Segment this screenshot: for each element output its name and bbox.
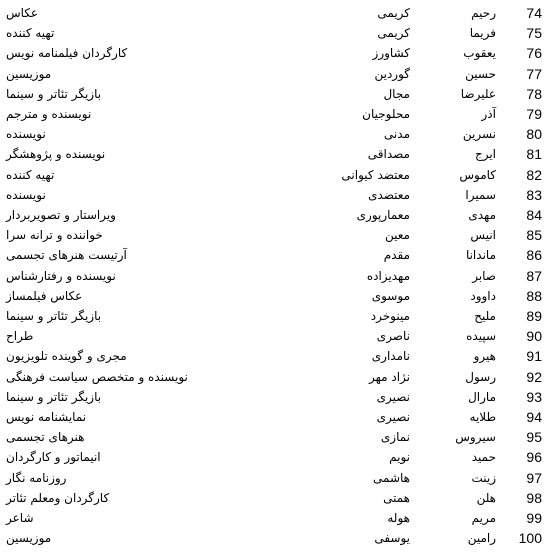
list-row [0, 345, 550, 367]
profession: شاعر [6, 511, 34, 525]
list-row [0, 123, 550, 145]
row-number: 74 [526, 5, 542, 21]
first-name: سیروس [455, 430, 496, 445]
last-name: نژاد مهر [368, 369, 410, 384]
last-name: محلوجیان [362, 107, 410, 121]
row-number: 97 [526, 469, 542, 486]
list-row [0, 426, 550, 448]
last-name: مقدم [383, 248, 410, 263]
profession: نویسنده و پژوهشگر [6, 147, 106, 162]
profession: هنرهای تجسمی [6, 430, 85, 445]
first-name: ایرج [474, 147, 496, 162]
last-name: هوله [387, 511, 410, 525]
profession: نویسنده و متخصص سیاست فرهنگی [6, 369, 188, 384]
last-name: ناصری [376, 329, 410, 344]
last-name: مصداقی [367, 147, 410, 162]
row-number: 94 [526, 409, 542, 425]
first-name: سپیده [466, 329, 496, 344]
last-name: کشاورز [372, 46, 410, 61]
profession: بازیگر تئاتر و سینما [6, 309, 102, 323]
last-name: موسوی [371, 288, 410, 303]
last-name: معتضد کیوانی [341, 167, 410, 182]
list-row [0, 63, 550, 85]
first-name: زینت [471, 470, 496, 485]
last-name: نویم [389, 450, 410, 465]
last-name: مجال [383, 86, 410, 101]
list-row [0, 487, 550, 509]
first-name: هیرو [473, 349, 496, 364]
list-row [0, 22, 550, 44]
first-name: انیس [470, 228, 496, 243]
last-name: مدنی [383, 127, 410, 142]
first-name: حمید [471, 450, 496, 465]
profession: بازیگر تئاتر و سینما [6, 86, 102, 101]
first-name: یعقوب [463, 46, 496, 61]
first-name: فریما [469, 26, 496, 41]
row-number: 85 [526, 227, 542, 244]
profession: نویسنده و رفتارشناس [6, 268, 116, 283]
row-number: 83 [526, 186, 542, 203]
first-name: آذر [481, 107, 496, 121]
list-row [0, 2, 550, 24]
last-name: نصیری [376, 389, 410, 404]
first-name: سمیرا [465, 187, 496, 202]
list-row [0, 224, 550, 246]
row-number: 79 [526, 106, 542, 122]
list-row [0, 305, 550, 327]
list-row [0, 184, 550, 206]
first-name: صابر [472, 268, 496, 283]
first-name: رسول [465, 369, 496, 384]
first-name: علیرضا [460, 86, 496, 101]
last-name: معتضدی [368, 187, 410, 202]
first-name: مهدی [468, 208, 496, 222]
row-number: 99 [526, 510, 542, 526]
first-name: ملیح [474, 309, 496, 323]
list-row [0, 42, 550, 64]
list-row [0, 446, 550, 468]
last-name: کریمی [377, 26, 410, 41]
profession: تهیه کننده [6, 26, 55, 41]
profession: موزیسین [6, 66, 52, 81]
first-name: رامین [467, 531, 496, 546]
list-row [0, 83, 550, 105]
list-row [0, 285, 550, 307]
profession: عکاس [6, 6, 39, 20]
last-name: هاشمی [373, 470, 410, 485]
first-name: مریم [471, 511, 496, 525]
list-row [0, 467, 550, 489]
profession: خواننده و ترانه سرا [6, 228, 103, 243]
last-name: گوردین [374, 66, 410, 81]
profession: نویسنده [6, 187, 46, 202]
row-number: 92 [526, 368, 542, 385]
last-name: نصیری [376, 410, 410, 424]
row-number: 88 [526, 287, 542, 304]
list-row [0, 204, 550, 226]
first-name: رحیم [471, 6, 496, 20]
list-row [0, 244, 550, 266]
profession: عکاس فیلمساز [6, 288, 83, 303]
first-name: طلایه [469, 410, 496, 424]
row-number: 86 [526, 247, 542, 264]
list-row [0, 507, 550, 529]
last-name: معمارپوری [356, 208, 410, 222]
last-name: مینوخرد [370, 309, 410, 323]
profession: مجری و گوینده تلویزیون [6, 349, 127, 364]
row-number: 78 [526, 85, 542, 102]
row-number: 100 [518, 530, 542, 547]
profession: بازیگر تئاتر و سینما [6, 389, 102, 404]
row-number: 87 [526, 267, 542, 284]
first-name: هلن [476, 490, 496, 505]
profession: طراح [6, 329, 34, 344]
row-number: 91 [526, 348, 542, 365]
row-number: 89 [526, 308, 542, 324]
row-number: 75 [526, 25, 542, 42]
row-number: 93 [526, 388, 542, 405]
row-number: 90 [526, 328, 542, 345]
row-number: 84 [526, 207, 542, 223]
first-name: ماندانا [465, 248, 496, 263]
profession: انیماتور و کارگردان [6, 450, 101, 465]
profession: روزنامه نگار [6, 470, 67, 485]
profession: تهیه کننده [6, 167, 55, 182]
profession: نویسنده [6, 127, 46, 142]
last-name: نمازی [380, 430, 410, 445]
first-name: داوود [470, 288, 496, 303]
profession: موزیسین [6, 531, 52, 546]
first-name: حسین [465, 66, 496, 81]
list-row [0, 406, 550, 428]
row-number: 96 [526, 449, 542, 466]
last-name: نامداری [371, 349, 410, 364]
list-row [0, 103, 550, 125]
profession: نمایشنامه نویس [6, 410, 87, 424]
first-name: کاموس [459, 167, 496, 182]
last-name: یوسفی [374, 531, 410, 546]
row-number: 95 [526, 429, 542, 446]
last-name: معین [385, 228, 410, 243]
first-name: نسرین [462, 127, 496, 142]
profession: نویسنده و مترجم [6, 107, 92, 121]
last-name: همتی [383, 490, 410, 505]
last-name: کریمی [377, 6, 410, 20]
row-number: 81 [526, 146, 542, 163]
list-row [0, 164, 550, 186]
list-row [0, 527, 550, 549]
profession: ویراستار و تصویربردار [6, 208, 116, 222]
profession: آرتیست هنرهای تجسمی [6, 248, 127, 263]
row-number: 76 [526, 45, 542, 62]
list-row [0, 325, 550, 347]
list-row [0, 143, 550, 165]
row-number: 82 [526, 166, 542, 183]
list-row [0, 366, 550, 388]
list-row [0, 265, 550, 287]
profession: کارگردان ومعلم تئاتر [6, 490, 110, 505]
row-number: 98 [526, 489, 542, 506]
last-name: مهدیزاده [366, 268, 410, 283]
list-row [0, 386, 550, 408]
row-number: 77 [526, 65, 542, 82]
first-name: مارال [468, 389, 496, 404]
row-number: 80 [526, 126, 542, 143]
profession: کارگردان فیلمنامه نویس [6, 46, 128, 61]
